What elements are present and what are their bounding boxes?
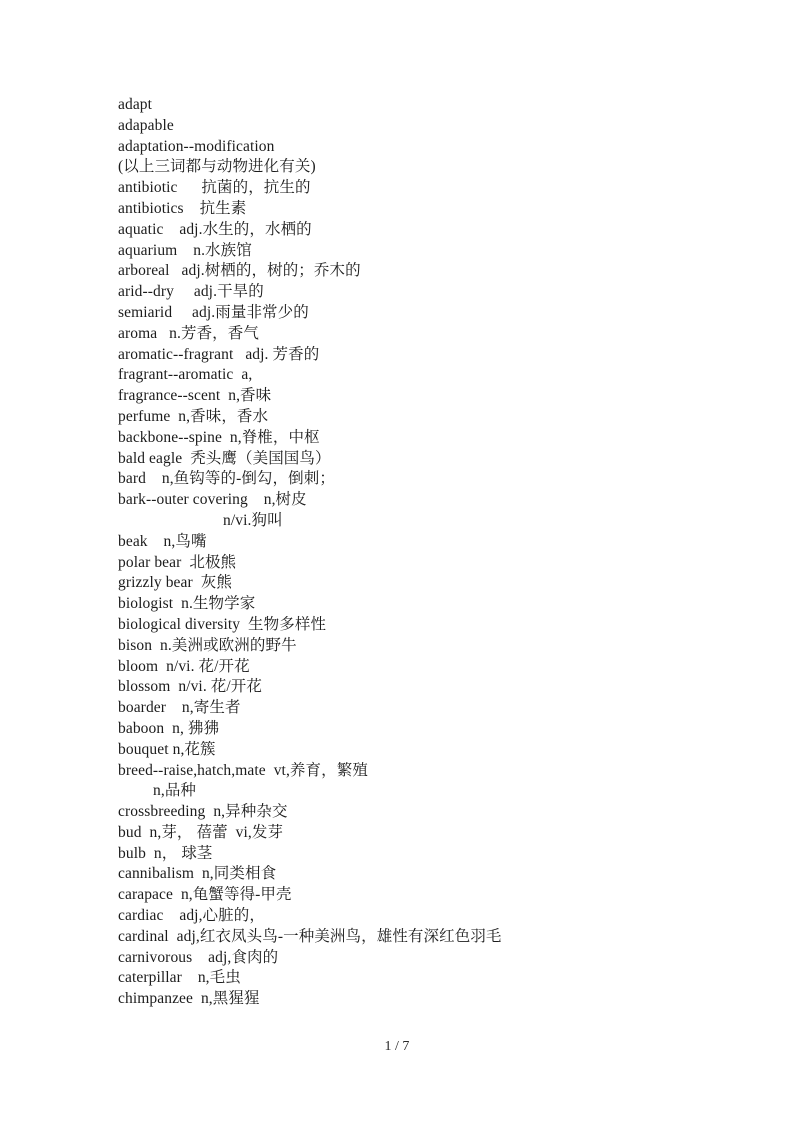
vocab-list: [118, 95, 738, 1010]
vocab-line: crossbreeding n,异种杂交: [118, 803, 288, 821]
vocab-line: antibiotics 抗生素: [118, 199, 247, 217]
vocab-line: biological diversity 生物多样性: [118, 615, 327, 633]
vocab-line: caterpillar n,毛虫: [118, 969, 241, 987]
vocab-line: bark--outer covering n,树皮: [118, 491, 307, 509]
vocab-line: backbone--spine n,脊椎，中枢: [118, 428, 320, 446]
vocab-line: fragrance--scent n,香味: [118, 387, 272, 405]
vocab-line: grizzly bear 灰熊: [118, 574, 232, 592]
page-footer: [0, 1038, 794, 1056]
vocab-line: bloom n/vi. 花/开花: [118, 657, 250, 675]
vocab-line: bud n,芽， 蓓蕾 vi,发芽: [118, 823, 284, 841]
vocab-line: carnivorous adj,食肉的: [118, 948, 279, 966]
vocab-line: polar bear 北极熊: [118, 553, 237, 571]
vocab-line: bison n.美洲或欧洲的野牛: [118, 636, 297, 654]
vocab-line: adapable: [118, 116, 174, 134]
vocab-line: cardiac adj,心脏的，: [118, 907, 265, 925]
vocab-line: aromatic--fragrant adj. 芳香的: [118, 345, 320, 363]
vocab-line: (以上三词都与动物进化有关): [118, 158, 316, 176]
vocab-line: aroma n.芳香，香气: [118, 324, 259, 342]
vocab-line: carapace n,龟蟹等得-甲壳: [118, 886, 292, 904]
vocab-line: aquatic adj.水生的，水栖的: [118, 220, 312, 238]
vocab-line: adaptation--modification: [118, 137, 275, 155]
vocab-line: cardinal adj,红衣凤头鸟-一种美洲鸟，雄性有深红色羽毛: [118, 927, 502, 945]
vocab-line: n/vi.狗叫: [223, 511, 283, 529]
vocab-line: fragrant--aromatic a,: [118, 366, 253, 384]
vocab-line: bard n,鱼钩等的-倒勾，倒刺；: [118, 470, 335, 488]
vocab-line: n,品种: [153, 782, 197, 800]
vocab-line: beak n,鸟嘴: [118, 532, 207, 550]
vocab-line: adapt: [118, 96, 153, 113]
vocab-line: boarder n,寄生者: [118, 699, 241, 717]
vocab-line: bald eagle 秃头鹰（美国国鸟）: [118, 449, 331, 467]
vocab-line: bouquet n,花簇: [118, 740, 216, 758]
vocab-line: arboreal adj.树栖的，树的；乔木的: [118, 262, 361, 280]
vocab-line: arid--dry adj.干旱的: [118, 283, 264, 301]
vocab-line: antibiotic 抗菌的，抗生的: [118, 179, 311, 197]
vocab-line: baboon n, 狒狒: [118, 719, 220, 737]
vocab-line: semiarid adj.雨量非常少的: [118, 303, 309, 321]
vocab-line: chimpanzee n,黑猩猩: [118, 990, 260, 1008]
vocab-line: bulb n， 球茎: [118, 844, 213, 862]
vocab-line: aquarium n.水族馆: [118, 241, 252, 259]
page-number: 1 / 7: [384, 1039, 410, 1054]
vocab-line: cannibalism n,同类相食: [118, 865, 277, 883]
vocab-line: breed--raise,hatch,mate vt,养育，繁殖: [118, 761, 368, 779]
vocab-line: biologist n.生物学家: [118, 595, 256, 613]
vocab-line: blossom n/vi. 花/开花: [118, 678, 262, 696]
vocab-line: perfume n,香味，香水: [118, 407, 269, 425]
